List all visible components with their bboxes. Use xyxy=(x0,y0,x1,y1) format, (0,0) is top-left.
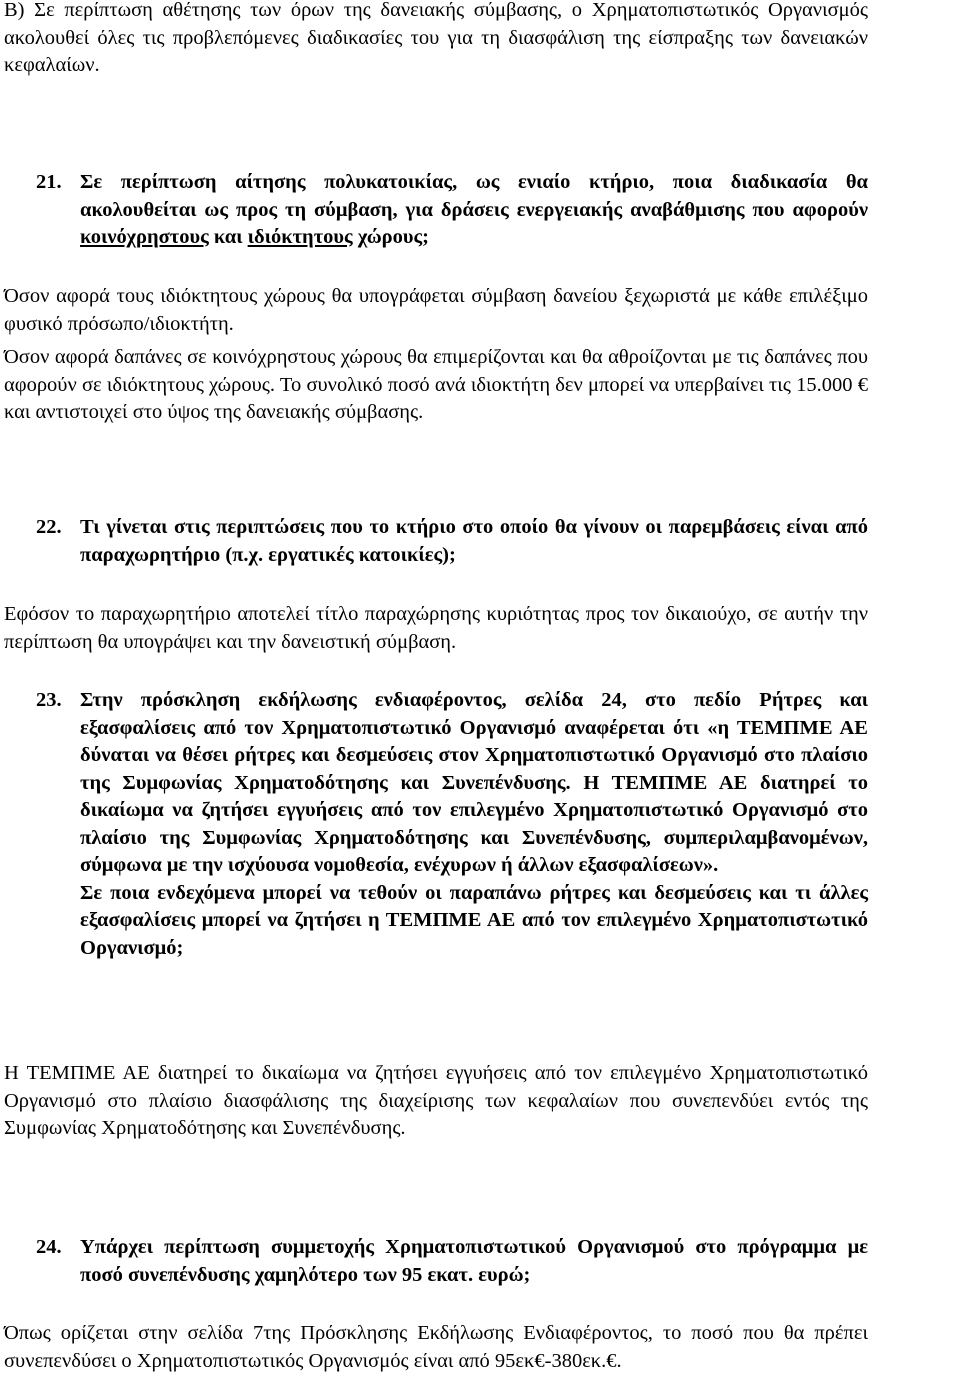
answer-22: Εφόσον το παραχωρητήριο αποτελεί τίτλο παραχώρησης κυριότητας προς τον δικαιούχο, σε αυτήν την περίπτωση θα υπογράψει και την δανειστική σύμβαση. xyxy=(4,603,868,653)
question-number: 21. xyxy=(36,171,62,193)
underlined-term: κοινόχρηστους xyxy=(80,226,209,248)
question-text: Υπάρχει περίπτωση συμμετοχής Χρηματοπιστωτικού Οργανισμού στο πρόγραμμα με ποσό συνεπένδυσης χαμηλότερο των 95 εκατ. ευρώ; xyxy=(80,1236,868,1286)
intro-paragraph: Β) Σε περίπτωση αθέτησης των όρων της δανειακής σύμβασης, ο Χρηματοπιστωτικός Οργανισμός ακολουθεί όλες τις προβλεπόμενες διαδικασίες του για τη διασφάλιση της είσπραξης των δανειακών κεφαλαίων. xyxy=(4,0,868,76)
answer-21-part-1: Όσον αφορά τους ιδιόκτητους χώρους θα υπογράφεται σύμβαση δανείου ξεχωριστά με κάθε επιλέξιμο φυσικό πρόσωπο/ιδιοκτήτη. xyxy=(4,285,868,335)
question-text: Τι γίνεται στις περιπτώσεις που το κτήριο στο οποίο θα γίνουν οι παρεμβάσεις είναι από παραχωρητήριο (π.χ. εργατικές κατοικίες); xyxy=(80,516,868,566)
underlined-term: ιδιόκτητους xyxy=(247,226,353,248)
question-text: Στην πρόσκληση εκδήλωσης ενδιαφέροντος, σελίδα 24, στο πεδίο Ρήτρες και εξασφαλίσεις από τον Χρηματοπιστωτικό Οργανισμό αναφέρεται ότι «η ΤΕΜΠΜΕ ΑΕ δύναται να θέσει ρήτρες και δεσμεύσεις στον Χρηματοπιστωτικό Οργανισμό στο πλαίσιο της Συμφωνίας Χρηματοδότησης και Συνεπένδυσης. Η ΤΕΜΠΜΕ ΑΕ διατηρεί το δικαίωμα να ζητήσει εγγυήσεις από τον επιλεγμένο Χρηματοπιστωτικό Οργανισμό στο πλαίσιο της Συμφωνίας Χρηματοδότησης και Συνεπένδυσης, συμπεριλαμβανομένων, σύμφωνα με την ισχύουσα νομοθεσία, ενέχυρων ή άλλων εξασφαλίσεων». xyxy=(80,689,868,876)
question-text-continued: Σε ποια ενδεχόμενα μπορεί να τεθούν οι παραπάνω ρήτρες και δεσμεύσεις και τι άλλες εξασφαλίσεις μπορεί να ζητήσει η ΤΕΜΠΜΕ ΑΕ από τον επιλεγμένο Χρηματοπιστωτικό Οργανισμό; xyxy=(80,881,868,959)
question-number: 24. xyxy=(36,1236,62,1258)
answer-24: Όπως ορίζεται στην σελίδα 7της Πρόσκλησης Εκδήλωσης Ενδιαφέροντος, το ποσό που θα πρέπει συνεπενδύσει ο Χρηματοπιστωτικός Οργανισμός είναι από 95εκ€-380εκ.€. xyxy=(4,1322,868,1372)
question-21 xyxy=(36,169,868,252)
question-24 xyxy=(36,1234,868,1289)
answer-21-part-2: Όσον αφορά δαπάνες σε κοινόχρηστους χώρους θα επιμερίζονται και θα αθροίζονται με τις δαπάνες που αφορούν σε ιδιόκτητους χώρους. Το συνολικό ποσό ανά ιδιοκτήτη δεν μπορεί να υπερβαίνει τις 15.000 € και αντιστοιχεί στο ύψος της δανειακής σύμβασης. xyxy=(4,346,868,423)
question-number: 23. xyxy=(36,689,62,711)
question-text: Σε περίπτωση αίτησης πολυκατοικίας, ως ενιαίο κτήριο, ποια διαδικασία θα ακολουθείται ως προς τη σύμβαση, για δράσεις ενεργειακής αναβάθμισης που αφορούν κοινόχρηστους και ιδιόκτητους χώρους; xyxy=(80,171,868,248)
question-number: 22. xyxy=(36,516,62,538)
answer-23: Η ΤΕΜΠΜΕ ΑΕ διατηρεί το δικαίωμα να ζητήσει εγγυήσεις από τον επιλεγμένο Χρηματοπιστωτικό Οργανισμό στο πλαίσιο διασφάλισης της διαχείρισης των κεφαλαίων που συνεπενδύει εντός της Συμφωνίας Χρηματοδότησης και Συνεπένδυσης. xyxy=(4,1062,868,1139)
question-23 xyxy=(36,687,868,962)
question-22 xyxy=(36,514,868,569)
